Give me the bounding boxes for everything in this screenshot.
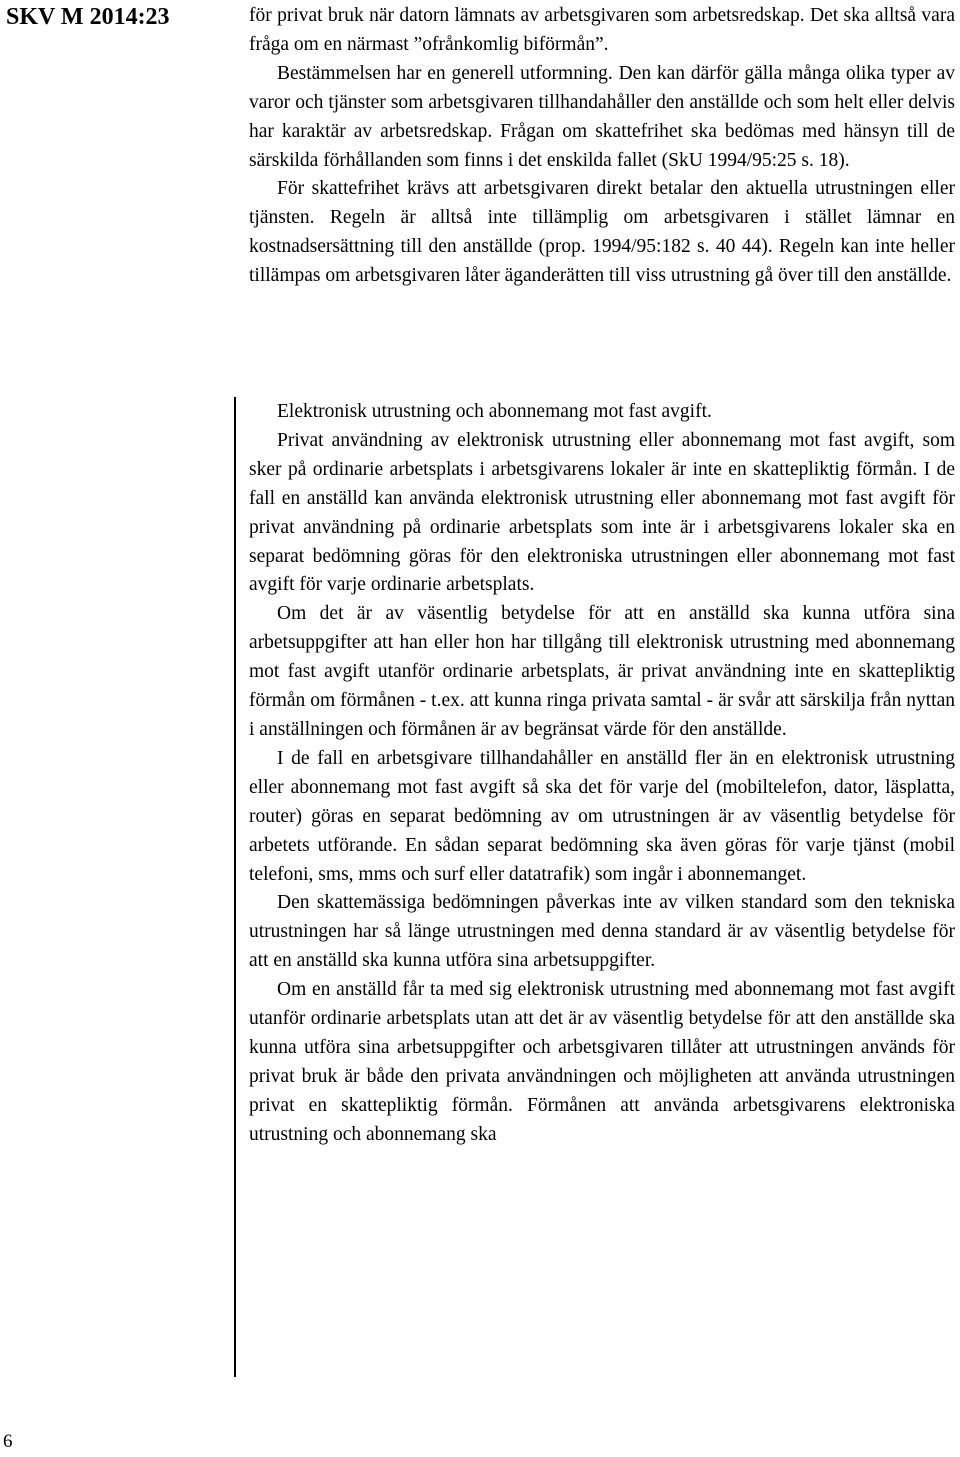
section-heading: Elektronisk utrustning och abonnemang mot fast avgift. bbox=[277, 401, 712, 422]
paragraph: Bestämmelsen har en generell utformning. Den kan därför gälla många olika typer av varor och tjänster som arbetsgivaren tillhandahåller den anställde och som helt eller delvis har karaktär av arbetsredskap. Frågan om skattefrihet ska bedömas med hänsyn till de särskilda förhållanden som finns i det enskilda fallet (SkU 1994/95:25 s. 18). bbox=[249, 62, 955, 171]
paragraph: Om en anställd får ta med sig elektronisk utrustning med abonnemang mot fast avgift utanför ordinarie arbetsplats utan att det är av väsentlig betydelse för att den anställde ska kunna utföra sina arbetsuppgifter och arbetsgivaren tillåter att utrustningen används för privat bruk är både den privata användningen och möjligheten att använda utrustningen privat en skattepliktig förmån. Förmånen att använda arbetsgivarens elektroniska utrustning och abonnemang ska bbox=[249, 979, 955, 1145]
paragraph: För skattefrihet krävs att arbetsgivaren direkt betalar den aktuella utrustningen eller tjänsten. Regeln är alltså inte tillämplig om arbetsgivaren i stället lämnar en kostnadsersättning till den anställde (prop. 1994/95:182 s. 40 44). Regeln kan inte heller tillämpas om arbetsgivaren låter äganderätten till viss utrustning gå över till den anställde. bbox=[249, 178, 955, 287]
paragraph: I de fall en arbetsgivare tillhandahåller en anställd fler än en elektronisk utrustning eller abonnemang mot fast avgift så ska det för varje del (mobiltelefon, dator, läsplatta, router) göras en separat bedömning av om utrustningen är av väsentlig betydelse för arbetets utförande. En sådan separat bedömning ska även göras för varje tjänst (mobil telefoni, sms, mms och surf eller datatrafik) som ingår i abonnemanget. bbox=[249, 747, 955, 885]
document-id-header: SKV M 2014:23 bbox=[6, 4, 170, 30]
paragraph: Privat användning av elektronisk utrustning eller abonnemang mot fast avgift, som sker på ordinarie arbetsplats i arbetsgivarens lokaler är inte en skattepliktig förmån. I de fall en anställd kan använda elektronisk utrustning eller abonnemang mot fast avgift för privat användning på ordinarie arbetsplats som inte är i arbetsgivarens lokaler ska en separat bedömning göras för den elektroniska utrustningen eller abonnemang mot fast avgift för varje ordinarie arbetsplats. bbox=[249, 429, 955, 596]
paragraph: för privat bruk när datorn lämnats av arbetsgivaren som arbetsredskap. Det ska alltså vara fråga om en närmast ”ofrånkomlig biförmån”. bbox=[249, 5, 955, 55]
page-number: 6 bbox=[3, 1431, 13, 1452]
top-text-section bbox=[249, 2, 955, 291]
change-margin-bar bbox=[234, 397, 236, 1377]
paragraph: Den skattemässiga bedömningen påverkas inte av vilken standard som den tekniska utrustningen har så länge utrustningen med denna standard är av väsentlig betydelse för att en anställd ska kunna utföra sina arbetsuppgifter. bbox=[249, 892, 955, 972]
bottom-text-section bbox=[249, 398, 955, 1150]
paragraph: Om det är av väsentlig betydelse för att en anställd ska kunna utföra sina arbetsuppgifter att han eller hon har tillgång till elektronisk utrustning med abonnemang mot fast avgift utanför ordinarie arbetsplats, är privat användning inte en skattepliktig förmån om förmånen - t.ex. att kunna ringa privata samtal - är svår att särskilja från nyttan i anställningen och förmånen är av begränsat värde för den anställde. bbox=[249, 603, 955, 740]
